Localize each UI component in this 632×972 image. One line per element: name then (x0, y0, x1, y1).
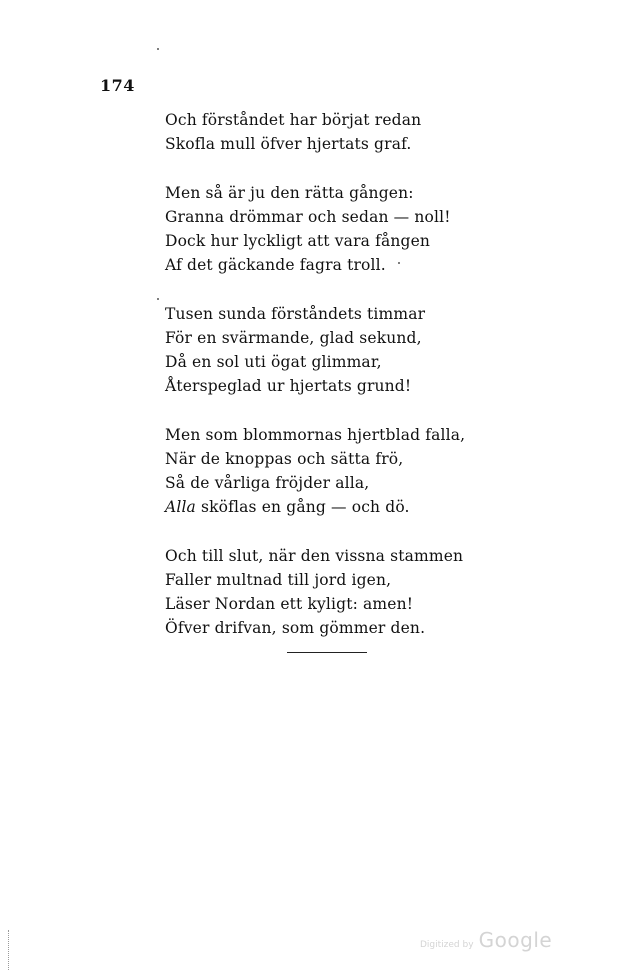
edge-marks (8, 930, 10, 970)
poem-line: När de knoppas och sätta frö, (165, 450, 404, 468)
watermark-brand: Google (478, 928, 553, 952)
stanza-4 (165, 423, 485, 519)
print-speck (157, 298, 159, 300)
poem-line: Tusen sunda förståndets timmar (165, 305, 426, 323)
emphasized-word: Alla (165, 498, 196, 516)
poem-line: Öfver drifvan, som gömmer den. (165, 619, 426, 637)
poem-line: Då en sol uti ögat glimmar, (165, 353, 382, 371)
poem-line: Och till slut, när den vissna stammen (165, 547, 464, 565)
poem-line: För en svärmande, glad sekund, (165, 329, 422, 347)
poem-line: Läser Nordan ett kyligt: amen! (165, 595, 414, 613)
line-rest: sköflas en gång — och dö. (195, 498, 410, 516)
stanza-1 (165, 108, 485, 156)
poem-line: Dock hur lyckligt att vara fången (165, 232, 431, 250)
stanza-2 (165, 181, 485, 277)
page-number: 174 (100, 76, 135, 95)
poem-line: Granna drömmar och sedan — noll! (165, 208, 451, 226)
end-rule (287, 652, 367, 653)
poem-line: Men så är ju den rätta gången: (165, 184, 414, 202)
digitization-watermark (420, 928, 552, 952)
watermark-prefix: Digitized by (420, 940, 474, 950)
stanza-3 (165, 302, 485, 398)
poem-line: Så de vårliga fröjder alla, (165, 474, 370, 492)
poem-line: Återspeglad ur hjertats grund! (165, 377, 412, 395)
poem-line: Faller multnad till jord igen, (165, 571, 392, 589)
poem-line: Af det gäckande fagra troll. (165, 256, 386, 274)
print-speck (157, 48, 159, 50)
print-speck (398, 262, 400, 264)
poem-line: Men som blommornas hjertblad falla, (165, 426, 466, 444)
poem-line: Och förståndet har börjat redan (165, 111, 422, 129)
poem (165, 108, 485, 665)
poem-line (165, 495, 485, 519)
stanza-5 (165, 544, 485, 640)
poem-line: Skofla mull öfver hjertats graf. (165, 135, 412, 153)
